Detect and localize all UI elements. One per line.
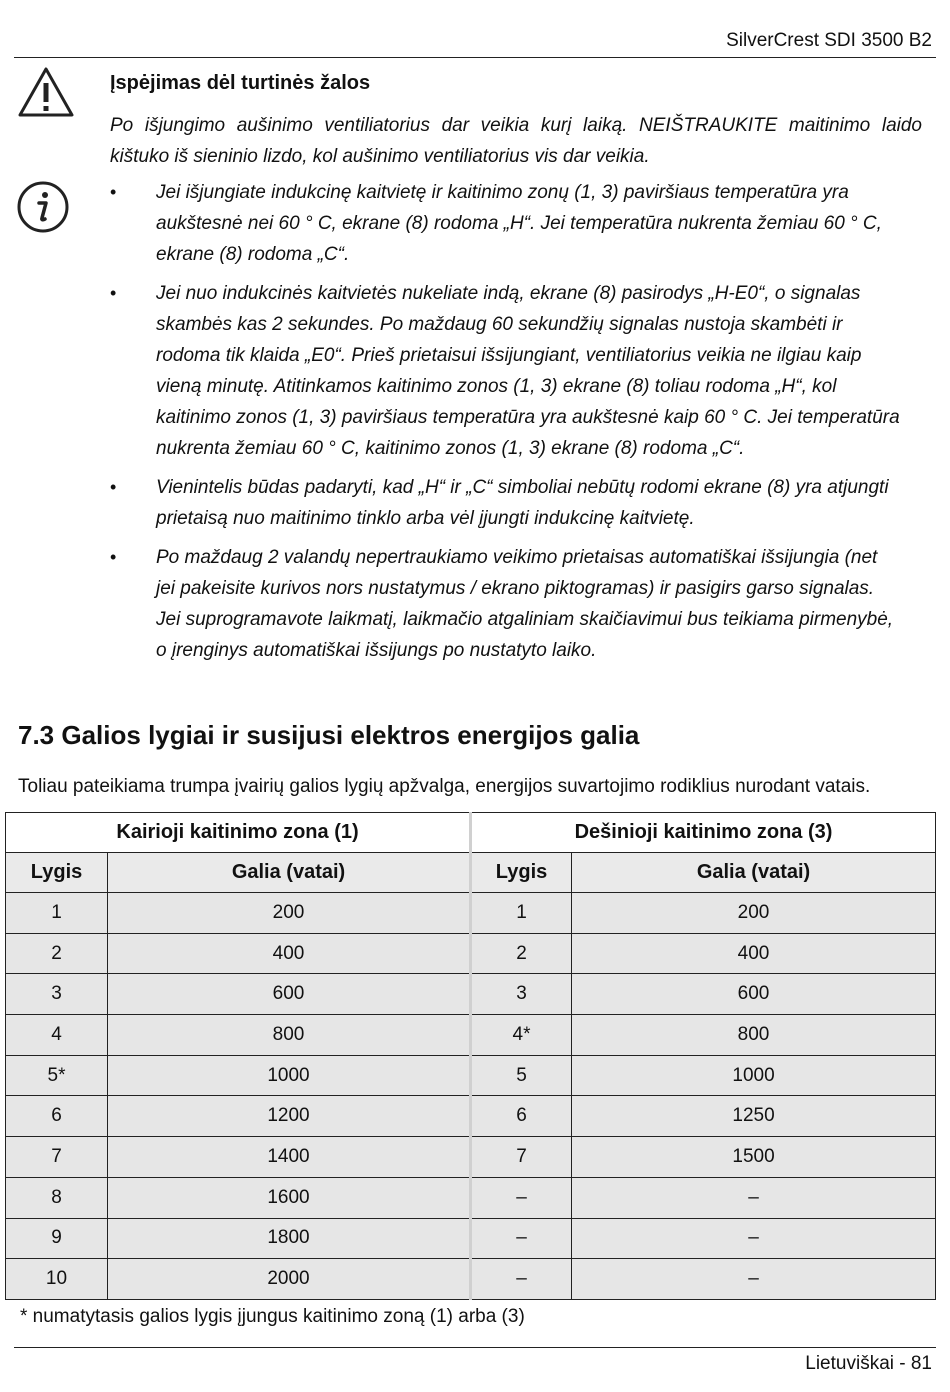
warning-heading: Įspėjimas dėl turtinės žalos (110, 72, 371, 94)
header-divider (14, 57, 936, 58)
bullet-icon: • (110, 182, 117, 202)
table-cell: 1 (471, 893, 572, 934)
table-cell: 1800 (108, 1218, 471, 1259)
table-cell: 1 (6, 893, 108, 934)
table-row (6, 1259, 936, 1300)
table-cell: 4 (6, 1015, 108, 1056)
info-icon (16, 180, 70, 234)
list-item-text: Po maždaug 2 valandų nepertraukiamo veikimo prietaisas automatiškai išsijungia (net jei pakeisite kurivos nors nustatymus / ekrano piktogramas) ir pasigirs garso signalas. Jei suprogramavote laikmatį, laikmačio atgaliniam skaičiavimui bus teikiama pirmenybė, o įrenginys automatiškai išsijungs po nustatyto laiko. (156, 547, 894, 661)
left-zone-header: Kairioji kaitinimo zona (1) (6, 813, 471, 853)
table-cell: – (572, 1259, 936, 1300)
table-row (6, 1177, 936, 1218)
table-cell: 5 (471, 1055, 572, 1096)
column-header: Lygis (6, 853, 108, 893)
table-footnote: * numatytasis galios lygis įjungus kaitinimo zoną (1) arba (3) (20, 1306, 525, 1327)
table-cell: 200 (108, 893, 471, 934)
table-cell: 2 (471, 933, 572, 974)
table-cell: 600 (572, 974, 936, 1015)
list-item (110, 278, 900, 464)
table-cell: 6 (6, 1096, 108, 1137)
footer-divider (14, 1347, 936, 1348)
list-item (110, 472, 900, 534)
table-cell: 1000 (108, 1055, 471, 1096)
bullet-icon: • (110, 283, 117, 303)
table-row (6, 1055, 936, 1096)
list-item-text: Jei išjungiate indukcinę kaitvietę ir kaitinimo zonų (1, 3) paviršiaus temperatūra yra aukštesnė nei 60 ° C, ekrane (8) rodoma „H“. Jei temperatūra nukrenta žemiau 60 ° C, ekrane (8) rodoma „C“. (156, 182, 882, 265)
table-cell: – (572, 1177, 936, 1218)
table-cell: 1400 (108, 1137, 471, 1178)
table-cell: 400 (572, 933, 936, 974)
table-row (6, 974, 936, 1015)
warning-triangle-icon (16, 65, 76, 119)
table-cell: 3 (6, 974, 108, 1015)
table-cell: 1200 (108, 1096, 471, 1137)
page-footer: Lietuviškai - 81 (805, 1353, 932, 1374)
right-zone-header: Dešinioji kaitinimo zona (3) (471, 813, 936, 853)
table-cell: 200 (572, 893, 936, 934)
column-header: Lygis (471, 853, 572, 893)
section-heading: 7.3 Galios lygiai ir susijusi elektros energijos galia (18, 720, 640, 750)
table-cell: – (471, 1259, 572, 1300)
table-cell: 8 (6, 1177, 108, 1218)
table-row (6, 1015, 936, 1056)
table-cell: 10 (6, 1259, 108, 1300)
table-cell: 1600 (108, 1177, 471, 1218)
section-intro: Toliau pateikiama trumpa įvairių galios lygių apžvalga, energijos suvartojimo rodiklius nurodant vatais. (18, 776, 871, 797)
table-row (6, 1096, 936, 1137)
table-cell: 6 (471, 1096, 572, 1137)
column-header: Galia (vatai) (572, 853, 936, 893)
column-header: Galia (vatai) (108, 853, 471, 893)
table-row (6, 933, 936, 974)
table-cell: – (471, 1177, 572, 1218)
table-cell: 600 (108, 974, 471, 1015)
table-cell: 2000 (108, 1259, 471, 1300)
table-cell: 3 (471, 974, 572, 1015)
list-item-text: Vienintelis būdas padaryti, kad „H“ ir „C“ simboliai nebūtų rodomi ekrane (8) yra atjungti prietaisą nuo maitinimo tinklo arba vėl įjungti indukcinę kaitvietę. (156, 477, 889, 529)
table-cell: – (572, 1218, 936, 1259)
table-cell: 400 (108, 933, 471, 974)
bullet-icon: • (110, 477, 117, 497)
table-cell: 800 (108, 1015, 471, 1056)
bullet-icon: • (110, 547, 117, 567)
table-cell: 5* (6, 1055, 108, 1096)
info-list (110, 177, 900, 674)
table-cell: 7 (471, 1137, 572, 1178)
table-row (6, 1137, 936, 1178)
table-cell: 1250 (572, 1096, 936, 1137)
table-cell: 1000 (572, 1055, 936, 1096)
table-cell: 2 (6, 933, 108, 974)
table-cell: 4* (471, 1015, 572, 1056)
power-levels-table (5, 812, 936, 1300)
table-cell: 7 (6, 1137, 108, 1178)
table-row (6, 1218, 936, 1259)
table-cell: 9 (6, 1218, 108, 1259)
table-row (6, 893, 936, 934)
list-item (110, 542, 900, 666)
table-cell: – (471, 1218, 572, 1259)
warning-text: Po išjungimo aušinimo ventiliatorius dar veikia kurį laiką. NEIŠTRAUKITE maitinimo laido kištuko iš sieninio lizdo, kol aušinimo ventiliatorius vis dar veikia. (110, 115, 922, 167)
list-item (110, 177, 900, 270)
table-cell: 800 (572, 1015, 936, 1056)
list-item-text: Jei nuo indukcinės kaitvietės nukeliate indą, ekrane (8) pasirodys „H-E0“, o signalas skambės kas 2 sekundes. Po maždaug 60 sekundžių signalas nustoja skambėti ir rodoma tik klaida „E0“. Prieš prietaisui išsijungiant, ventiliatorius veikia ne ilgiau kaip vieną minutę. Atitinkamos kaitinimo zonos (1, 3) ekrane (8) toliau rodoma „H“, kol kaitinimo zonos (1, 3) paviršiaus temperatūra yra aukštesnė kaip 60 ° C. Jei temperatūra nukrenta žemiau 60 ° C, kaitinimo zonos (1, 3) ekrane (8) rodoma „C“. (156, 283, 900, 459)
document-header-title: SilverCrest SDI 3500 B2 (726, 30, 932, 51)
table-cell: 1500 (572, 1137, 936, 1178)
